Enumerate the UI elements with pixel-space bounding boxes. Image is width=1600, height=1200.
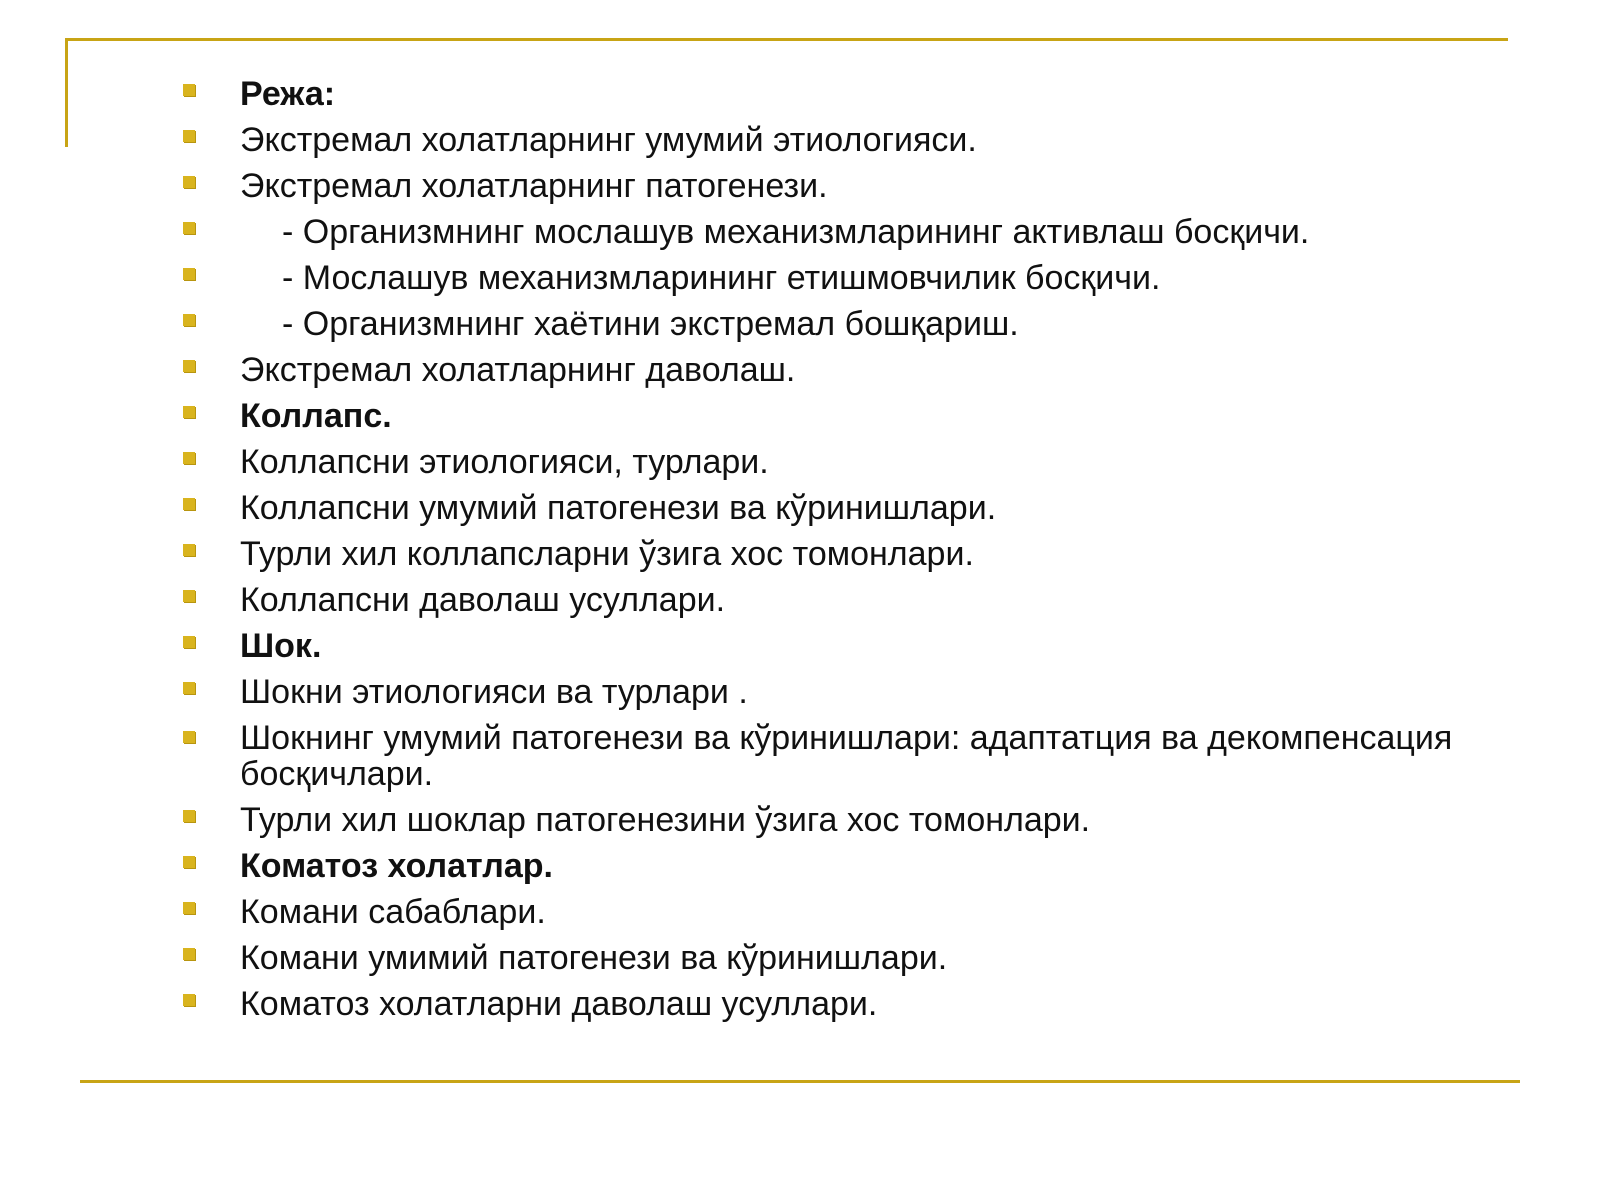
- list-item-text: Шок.: [240, 627, 322, 665]
- list-item-text: Коллапсни этиологияси, турлари.: [240, 443, 769, 481]
- list-item: [0, 981, 1600, 1027]
- list-subitem: [0, 209, 1600, 255]
- list-item-text: Коллапсни даволаш усуллари.: [240, 581, 726, 619]
- list-item-text: Коматоз холатлар.: [240, 847, 553, 885]
- list-item-text: Коллапс.: [240, 397, 392, 435]
- list-item-heading: [0, 393, 1600, 439]
- list-item: [0, 797, 1600, 843]
- list-item: [0, 715, 1600, 797]
- list-item: [0, 439, 1600, 485]
- list-item: [0, 485, 1600, 531]
- list-item-text: Экстремал холатларнинг патогенези.: [240, 167, 828, 205]
- list-subitem: [0, 255, 1600, 301]
- square-bullet-icon: [183, 498, 195, 510]
- square-bullet-icon: [183, 682, 195, 694]
- square-bullet-icon: [183, 222, 195, 234]
- square-bullet-icon: [183, 948, 195, 960]
- square-bullet-icon: [183, 360, 195, 372]
- square-bullet-icon: [183, 590, 195, 602]
- list-item-text: Коматоз холатларни даволаш усуллари.: [240, 985, 878, 1023]
- list-item: [0, 669, 1600, 715]
- square-bullet-icon: [183, 810, 195, 822]
- list-item-text: Шокнинг умумий патогенези ва кўринишлари: адаптатция ва декомпенсация босқичлари.: [240, 719, 1453, 793]
- list-item-heading: [0, 843, 1600, 889]
- square-bullet-icon: [183, 544, 195, 556]
- list-item-text: - Мослашув механизмларининг етишмовчилик босқичи.: [282, 259, 1161, 297]
- square-bullet-icon: [183, 84, 195, 96]
- list-item: [0, 577, 1600, 623]
- list-item-text: - Организмнинг мослашув механизмларининг активлаш босқичи.: [282, 213, 1310, 251]
- square-bullet-icon: [183, 130, 195, 142]
- list-item: [0, 935, 1600, 981]
- list-subitem: [0, 301, 1600, 347]
- square-bullet-icon: [183, 731, 195, 743]
- top-rule: [65, 38, 1508, 41]
- square-bullet-icon: [183, 452, 195, 464]
- list-item-text: Турли хил шоклар патогенезини ўзига хос томонлари.: [240, 801, 1091, 839]
- list-item: [0, 889, 1600, 935]
- square-bullet-icon: [183, 994, 195, 1006]
- list-item-text: Турли хил коллапсларни ўзига хос томонлари.: [240, 535, 974, 573]
- square-bullet-icon: [183, 406, 195, 418]
- plan-list: [0, 71, 1600, 1027]
- list-item-text: Комани сабаблари.: [240, 893, 546, 931]
- list-item-text: - Организмнинг хаётини экстремал бошқариш.: [282, 305, 1019, 343]
- list-item-heading: [0, 71, 1600, 117]
- square-bullet-icon: [183, 636, 195, 648]
- square-bullet-icon: [183, 268, 195, 280]
- list-item-text: Экстремал холатларнинг умумий этиологияси.: [240, 121, 977, 159]
- list-item-text: Коллапсни умумий патогенези ва кўринишлари.: [240, 489, 997, 527]
- square-bullet-icon: [183, 176, 195, 188]
- square-bullet-icon: [183, 314, 195, 326]
- list-item-heading: [0, 623, 1600, 669]
- square-bullet-icon: [183, 856, 195, 868]
- list-item: [0, 531, 1600, 577]
- list-item-text: Экстремал холатларнинг даволаш.: [240, 351, 796, 389]
- square-bullet-icon: [183, 902, 195, 914]
- list-item-text: Режа:: [240, 75, 336, 113]
- bottom-rule: [80, 1080, 1520, 1083]
- list-item-text: Комани умимий патогенези ва кўринишлари.: [240, 939, 948, 977]
- list-item: [0, 117, 1600, 163]
- list-item: [0, 163, 1600, 209]
- list-item: [0, 347, 1600, 393]
- list-item-text: Шокни этиологияси ва турлари .: [240, 673, 748, 711]
